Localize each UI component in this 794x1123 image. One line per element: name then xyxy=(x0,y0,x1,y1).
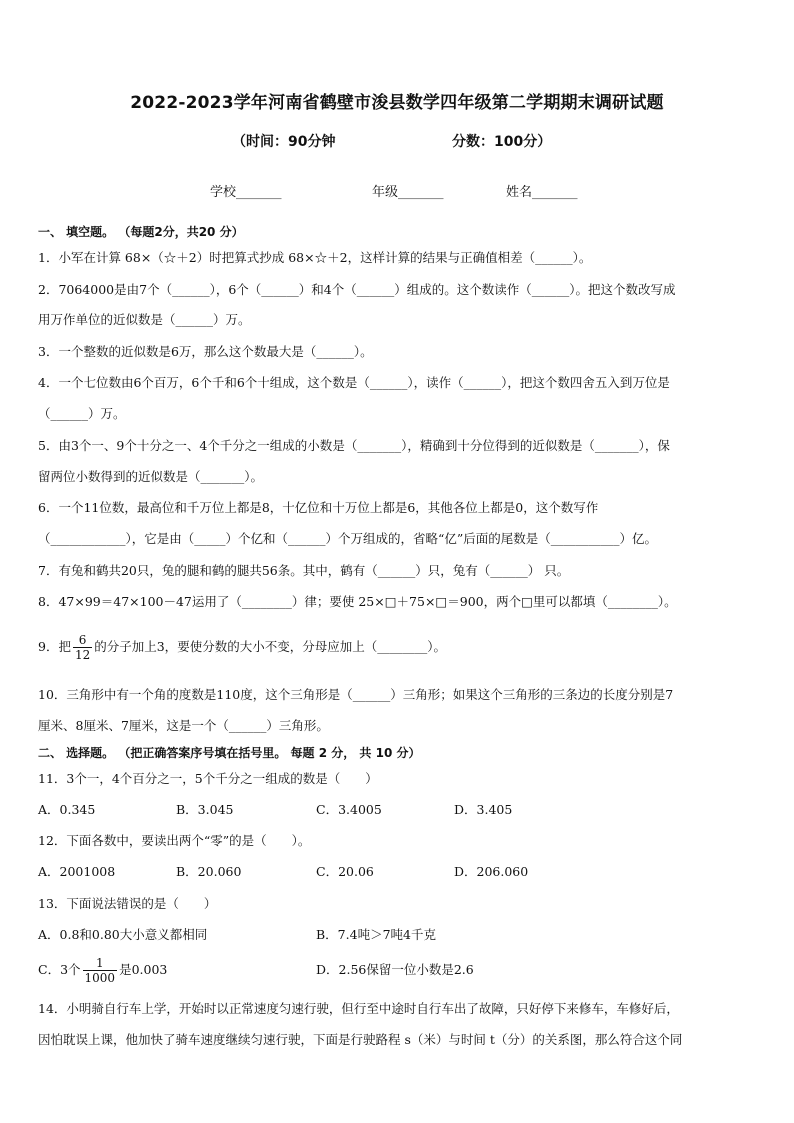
option-c-prefix: C．3个 xyxy=(38,962,81,977)
question-4-line-1: 4．一个七位数由6个百万，6个千和6个十组成，这个数是（______），读作（______），把这个数四舍五入到万位是 xyxy=(38,375,670,390)
question-11-option-d: D．3.405 xyxy=(454,802,513,817)
fraction-denominator: 12 xyxy=(74,648,91,662)
question-1: 1．小军在计算 68×（☆＋2）时把算式抄成 68×☆＋2，这样计算的结果与正确值相差（______）。 xyxy=(38,250,592,265)
question-11-option-c: C．3.4005 xyxy=(316,802,382,817)
exam-meta xyxy=(0,131,794,151)
question-13-option-c xyxy=(38,953,167,987)
question-5-line-1: 5．由3个一、9个十分之一、4个千分之一组成的小数是（_______），精确到十分位得到的近似数是（_______），保 xyxy=(38,438,670,453)
fraction-numerator: 1 xyxy=(83,956,118,971)
name-field: 姓名_______ xyxy=(506,185,578,200)
question-4-line-2: （______）万。 xyxy=(38,406,126,421)
option-c-suffix: 是0.003 xyxy=(119,962,168,977)
question-11-option-b: B．3.045 xyxy=(176,802,234,817)
question-11-option-a: A．0.345 xyxy=(38,802,96,817)
question-9-prefix: 9．把 xyxy=(38,639,71,654)
question-12-option-d: D．206.060 xyxy=(454,864,529,879)
question-13-option-d: D．2.56保留一位小数是2.6 xyxy=(316,962,474,977)
question-10-line-1: 10．三角形中有一个角的度数是110度，这个三角形是（______）三角形；如果这个三角形的三条边的长度分别是7 xyxy=(38,687,674,702)
fraction-numerator: 6 xyxy=(73,633,92,648)
question-14-line-1: 14．小明骑自行车上学，开始时以正常速度匀速行驶，但行至中途时自行车出了故障，只好停下来修车，车修好后， xyxy=(38,1001,679,1016)
fraction-denominator: 1000 xyxy=(84,971,116,985)
question-9 xyxy=(38,630,446,664)
fraction-1-1000 xyxy=(83,956,118,985)
question-12: 12．下面各数中，要读出两个“零”的是（ ）。 xyxy=(38,833,311,848)
question-2-line-2: 用万作单位的近似数是（______）万。 xyxy=(38,312,251,327)
grade-field: 年级_______ xyxy=(372,185,444,200)
question-6-line-1: 6．一个11位数，最高位和千万位上都是8，十亿位和十万位上都是6，其他各位上都是0，这个数写作 xyxy=(38,500,599,515)
exam-score: 分数：100分） xyxy=(452,134,552,150)
page-title: 2022-2023学年河南省鹤壁市浚县数学四年级第二学期期末调研试题 xyxy=(130,93,664,113)
fraction-6-12 xyxy=(73,633,92,662)
question-3: 3．一个整数的近似数是6万，那么这个数最大是（______）。 xyxy=(38,344,373,359)
question-6-line-2: （____________），它是由（_____）个亿和（______）个万组成的，省略“亿”后面的尾数是（___________）亿。 xyxy=(38,531,658,546)
school-field: 学校_______ xyxy=(210,185,282,200)
question-12-option-a: A．2001008 xyxy=(38,864,116,879)
question-8: 8．47×99＝47×100－47运用了（________）律；要使 25×□＋75×□＝900，两个□里可以都填（________）。 xyxy=(38,594,677,609)
exam-time: （时间：90分钟 xyxy=(232,134,336,150)
section-header-fill-in: 一、 填空题。 （每题2分，共20 分） xyxy=(38,225,244,239)
question-2-line-1: 2．7064000是由7个（______），6个（______）和4个（______）组成的。这个数读作（______）。把这个数改写成 xyxy=(38,282,676,297)
question-13-option-a: A．0.8和0.80大小意义都相同 xyxy=(38,927,208,942)
question-13: 13．下面说法错误的是（ ） xyxy=(38,896,217,911)
question-14-line-2: 因怕耽误上课，他加快了骑车速度继续匀速行驶，下面是行驶路程 s（米）与时间 t（分）的关系图，那么符合这个同 xyxy=(38,1032,683,1047)
question-11: 11．3个一，4个百分之一，5个千分之一组成的数是（ ） xyxy=(38,771,378,786)
question-5-line-2: 留两位小数得到的近似数是（_______）。 xyxy=(38,469,264,484)
question-10-line-2: 厘米、8厘米、7厘米，这是一个（______）三角形。 xyxy=(38,718,329,733)
question-12-option-c: C．20.06 xyxy=(316,864,374,879)
question-12-option-b: B．20.060 xyxy=(176,864,242,879)
question-7: 7．有兔和鹤共20只，兔的腿和鹤的腿共56条。其中，鹤有（______）只，兔有（______） 只。 xyxy=(38,563,570,578)
section-header-choice: 二、 选择题。 （把正确答案序号填在括号里。 每题 2 分， 共 10 分） xyxy=(38,746,421,760)
student-info xyxy=(0,181,794,201)
question-13-option-b: B．7.4吨＞7吨4千克 xyxy=(316,927,436,942)
question-9-suffix: 的分子加上3，要使分数的大小不变，分母应加上（________）。 xyxy=(94,639,446,654)
